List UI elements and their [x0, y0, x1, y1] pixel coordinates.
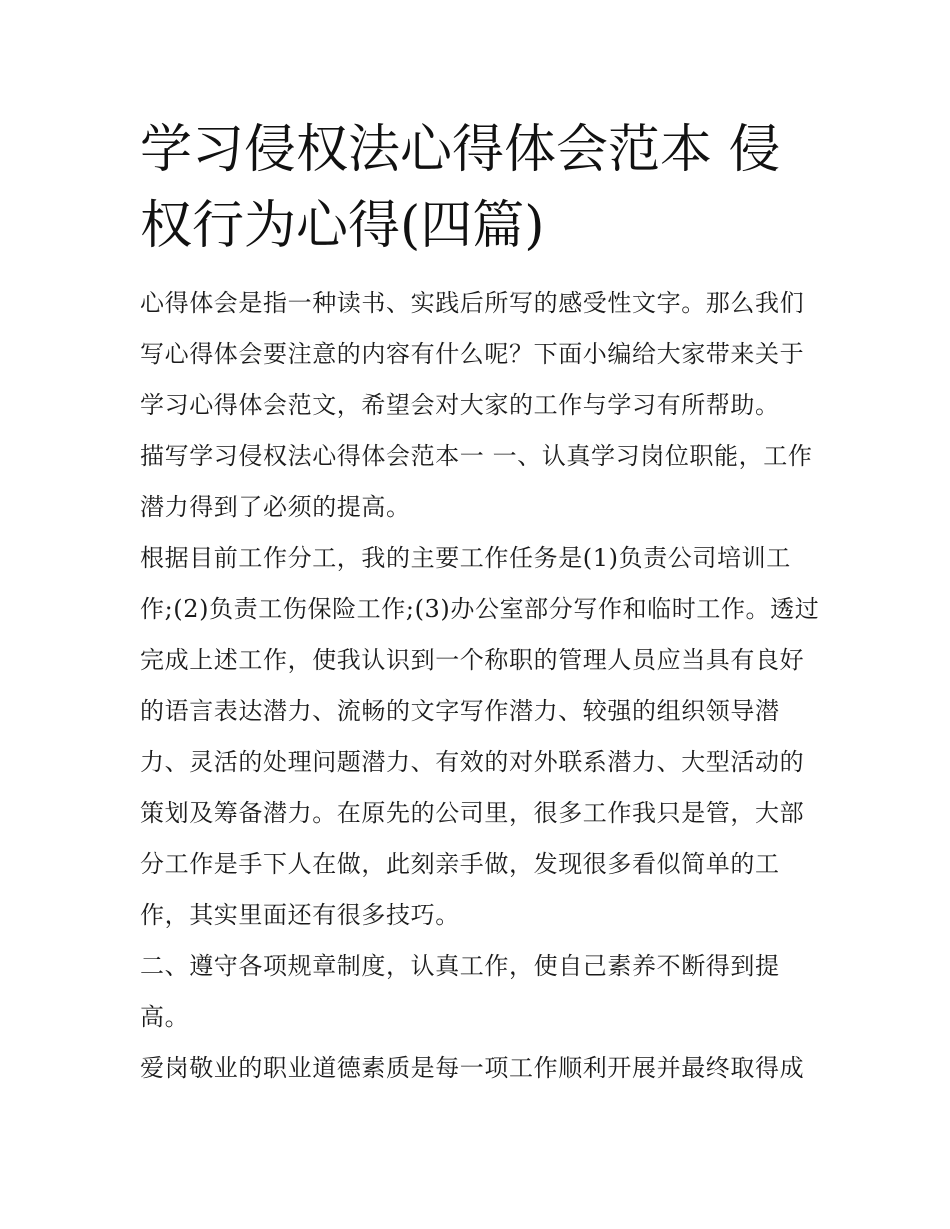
document-body: [140, 112, 820, 1094]
paragraph-section-two-heading: 二、遵守各项规章制度，认真工作，使自己素养不断得到提高。: [140, 952, 780, 1031]
paragraph-professional-ethics: 爱岗敬业的职业道德素质是每一项工作顺利开展并最终取得成: [140, 1054, 805, 1082]
paragraph-intro: 心得体会是指一种读书、实践后所写的感受性文字。那么我们写心得体会要注意的内容有什么呢？下面小编给大家带来关于学习心得体会范文，希望会对大家的工作与学习有所帮助。: [140, 289, 805, 419]
paragraph-section-one-heading: 描写学习侵权法心得体会范本一 一、认真学习岗位职能，工作潜力得到了必须的提高。: [140, 442, 813, 521]
paragraph-work-tasks: 根据目前工作分工，我的主要工作任务是(1)负责公司培训工作;(2)负责工伤保险工作;(3)办公室部分写作和临时工作。透过完成上述工作，使我认识到一个称职的管理人员应当具有良好的语言表达潜力、流畅的文字写作潜力、较强的组织领导潜力、灵活的处理问题潜力、有效的对外联系潜力、大型活动的策划及筹备潜力。在原先的公司里，很多工作我只是管，大部分工作是手下人在做，此刻亲手做，发现很多看似简单的工作，其实里面还有很多技巧。: [140, 544, 820, 929]
document-title: 学习侵权法心得体会范本 侵权行为心得(四篇): [140, 120, 781, 256]
